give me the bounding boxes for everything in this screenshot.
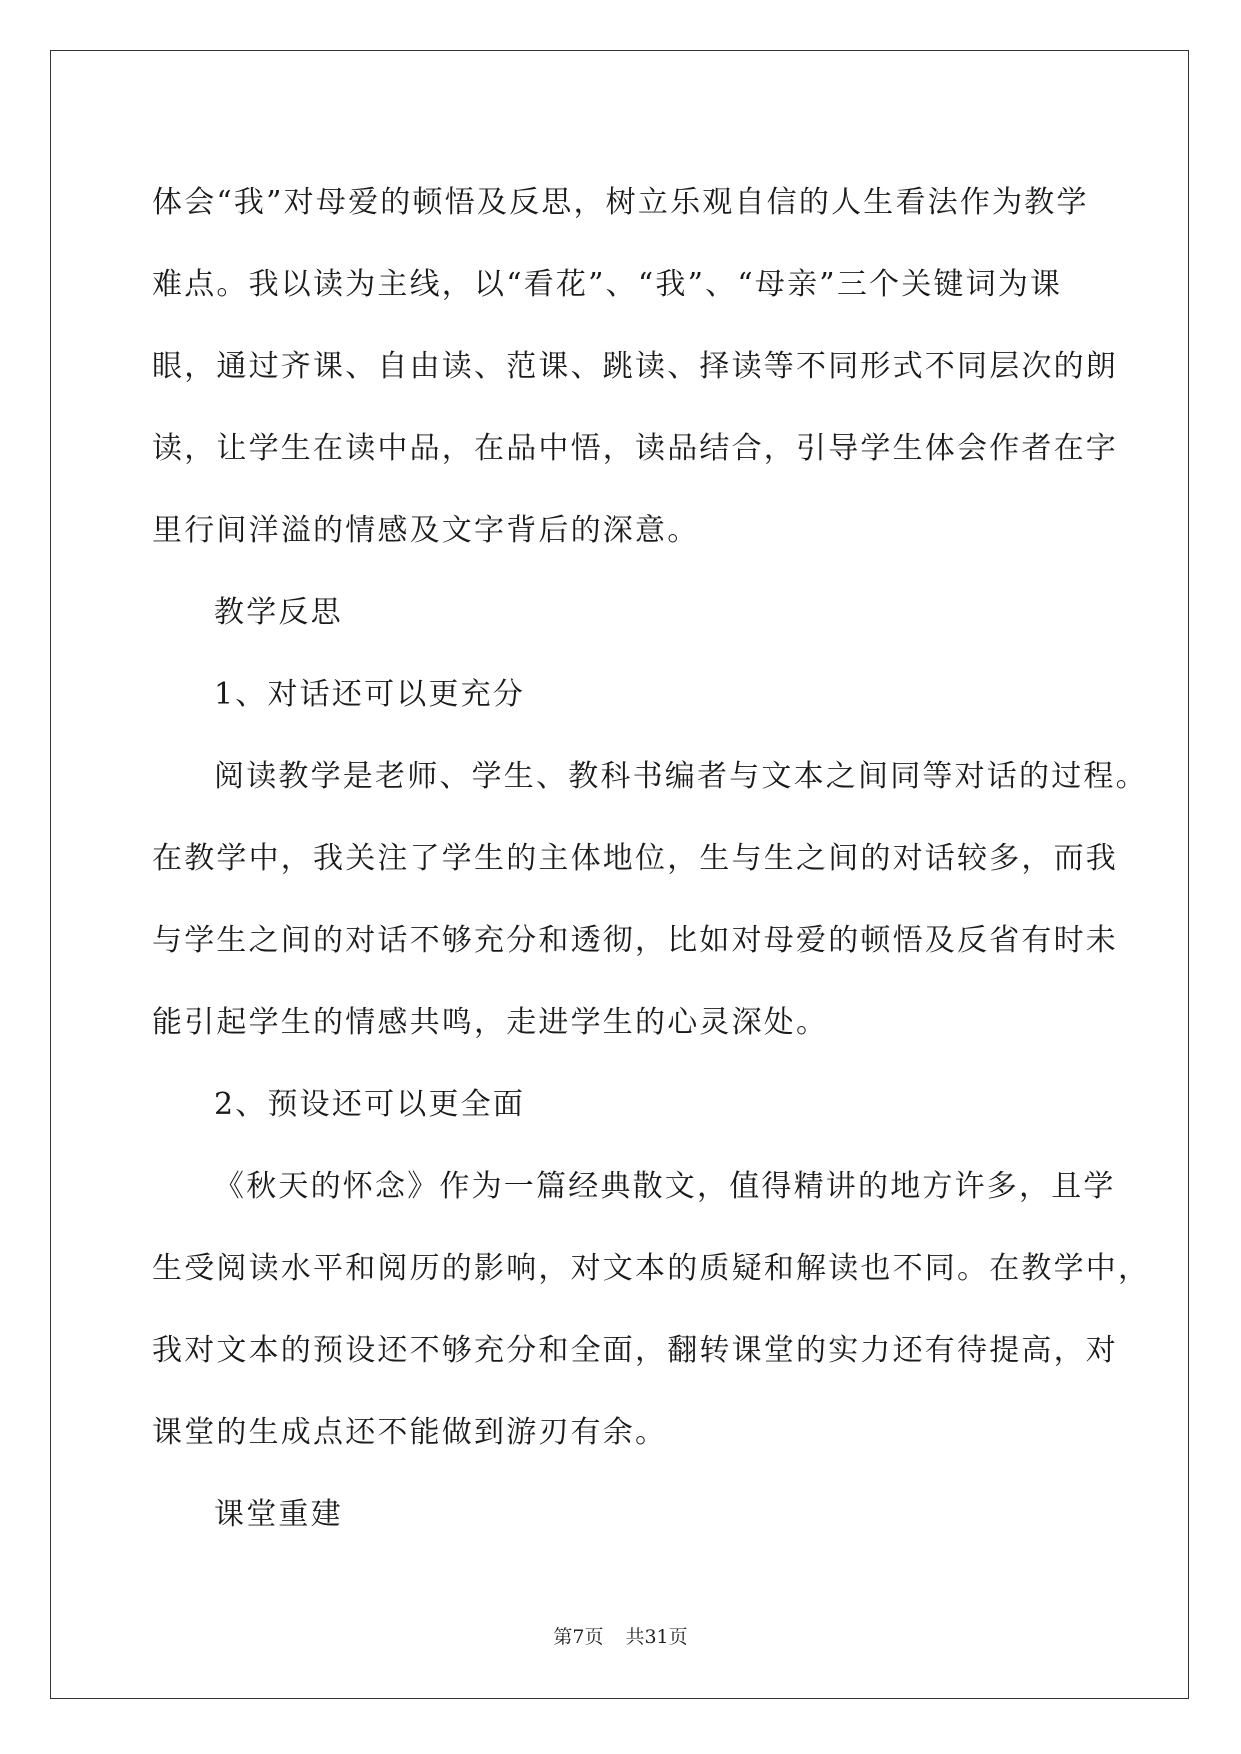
text-line: 在教学中，我关注了学生的主体地位，生与生之间的对话较多，而我 xyxy=(152,841,1118,876)
text-line: 课堂的生成点还不能做到游刃有余。 xyxy=(152,1415,668,1450)
page-number: 第7页 xyxy=(553,1626,604,1648)
document-body xyxy=(152,162,1151,1556)
text-line: 里行间洋溢的情感及文字背后的深意。 xyxy=(152,513,700,548)
text-line: 生受阅读水平和阅历的影响，对文本的质疑和解读也不同。在教学中， xyxy=(152,1251,1151,1286)
text-line: 能引起学生的情感共鸣，走进学生的心灵深处。 xyxy=(152,1005,829,1040)
page-footer xyxy=(0,1622,1241,1649)
text-line: 教学反思 xyxy=(214,595,343,630)
text-line: 读，让学生在读中品，在品中悟，读品结合，引导学生体会作者在字 xyxy=(152,431,1118,466)
text-line: 体会“我”对母爱的顿悟及反思，树立乐观自信的人生看法作为教学 xyxy=(152,185,1089,220)
text-line: 眼，通过齐课、自由读、范课、跳读、择读等不同形式不同层次的朗 xyxy=(152,349,1118,384)
page-total: 共31页 xyxy=(625,1626,688,1648)
text-line: 2、预设还可以更全面 xyxy=(214,1087,526,1122)
text-line: 1、对话还可以更充分 xyxy=(214,677,526,712)
text-line: 难点。我以读为主线，以“看花”、“我”、“母亲”三个关键词为课 xyxy=(152,267,1063,302)
text-line: 与学生之间的对话不够充分和透彻，比如对母爱的顿悟及反省有时未 xyxy=(152,923,1118,958)
text-line: 阅读教学是老师、学生、教科书编者与文本之间同等对话的过程。 xyxy=(214,759,1148,794)
text-line: 我对文本的预设还不够充分和全面，翻转课堂的实力还有待提高，对 xyxy=(152,1333,1118,1368)
text-line: 《秋天的怀念》作为一篇经典散文，值得精讲的地方许多，且学 xyxy=(214,1169,1116,1204)
text-line: 课堂重建 xyxy=(214,1497,343,1532)
